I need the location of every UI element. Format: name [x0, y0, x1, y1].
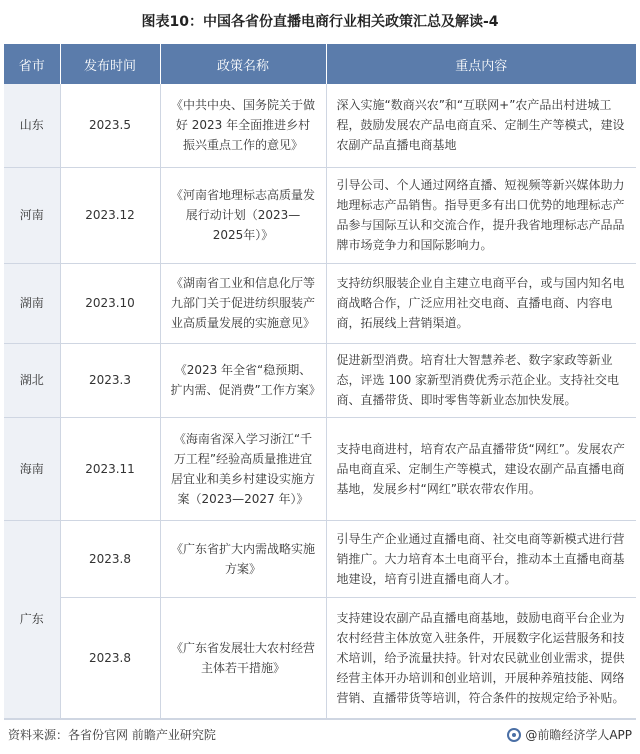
date-cell: 2023.12	[60, 167, 160, 263]
key-points-cell: 引导公司、个人通过网络直播、短视频等新兴媒体助力地理标志产品销售。指导更多有出口优势的地理标志产品参与国际互认和交流合作，提升我省地理标志产品品牌市场竞争力和国际影响力。	[326, 167, 636, 263]
policy-name-cell: 《海南省深入学习浙江“千万工程”经验高质量推进宜居宜业和美乡村建设实施方案（2023—2027 年）》	[160, 417, 326, 520]
province-cell: 湖北	[4, 343, 60, 417]
header-key-points: 重点内容	[326, 44, 636, 84]
brand	[507, 726, 632, 743]
policy-name-cell: 《2023 年全省“稳预期、扩内需、促消费”工作方案》	[160, 343, 326, 417]
policy-name-cell: 《湖南省工业和信息化厅等九部门关于促进纺织服装产业高质量发展的实施意见》	[160, 263, 326, 343]
table-row	[4, 343, 636, 417]
key-points-cell: 支持电商进村，培育农产品直播带货“网红”。发展农产品电商直采、定制生产等模式，建设农副产品直播电商基地，发展乡村“网红”联农带农作用。	[326, 417, 636, 520]
province-cell: 山东	[4, 84, 60, 167]
key-points-cell: 深入实施“数商兴农”和“互联网+”农产品出村进城工程，鼓励发展农产品电商直采、定制生产等模式，建设农副产品直播电商基地	[326, 84, 636, 167]
date-cell: 2023.3	[60, 343, 160, 417]
date-cell: 2023.8	[60, 520, 160, 597]
province-cell: 河南	[4, 167, 60, 263]
policy-name-cell: 《广东省发展壮大农村经营主体若干措施》	[160, 597, 326, 718]
table-row	[4, 520, 636, 597]
brand-label: @前瞻经济学人APP	[525, 728, 632, 742]
header-policy: 政策名称	[160, 44, 326, 84]
date-cell: 2023.8	[60, 597, 160, 718]
table-row	[4, 597, 636, 718]
policy-name-cell: 《河南省地理标志高质量发展行动计划（2023—2025年）》	[160, 167, 326, 263]
key-points-cell: 支持建设农副产品直播电商基地，鼓励电商平台企业为农村经营主体放宽入驻条件，开展数字化运营服务和技术培训，给予流量扶持。针对农民就业创业需求，提供经营主体开办培训和创业培训，开展种养殖技能、网络营销、直播带货等培训，符合条件的按规定给予补贴。	[326, 597, 636, 718]
province-cell: 湖南	[4, 263, 60, 343]
date-cell: 2023.11	[60, 417, 160, 520]
policy-name-cell: 《中共中央、国务院关于做好 2023 年全面推进乡村振兴重点工作的意见》	[160, 84, 326, 167]
source-note: 资料来源：各省份官网 前瞻产业研究院	[8, 728, 216, 742]
page-title: 图表10：中国各省份直播电商行业相关政策汇总及解读-4	[141, 14, 499, 30]
province-cell: 广东	[4, 520, 60, 718]
header-province: 省市	[4, 44, 60, 84]
date-cell: 2023.10	[60, 263, 160, 343]
table-row	[4, 167, 636, 263]
key-points-cell: 促进新型消费。培育壮大智慧养老、数字家政等新业态，评选 100 家新型消费优秀示范企业。支持社交电商、直播带货、即时零售等新业态加快发展。	[326, 343, 636, 417]
footer	[4, 719, 636, 749]
table-header-row	[4, 44, 636, 84]
key-points-cell: 支持纺织服装企业自主建立电商平台，或与国内知名电商战略合作，广泛应用社交电商、直播电商、内容电商，拓展线上营销渠道。	[326, 263, 636, 343]
policy-table	[4, 44, 636, 719]
date-cell: 2023.5	[60, 84, 160, 167]
key-points-cell: 引导生产企业通过直播电商、社交电商等新模式进行营销推广。大力培育本土电商平台，推动本土直播电商基地建设，培育引进直播电商人才。	[326, 520, 636, 597]
policy-name-cell: 《广东省扩大内需战略实施方案》	[160, 520, 326, 597]
province-cell: 海南	[4, 417, 60, 520]
table-row	[4, 417, 636, 520]
header-date: 发布时间	[60, 44, 160, 84]
qianzhan-logo-icon	[507, 728, 521, 742]
table-row	[4, 84, 636, 167]
table-row	[4, 263, 636, 343]
